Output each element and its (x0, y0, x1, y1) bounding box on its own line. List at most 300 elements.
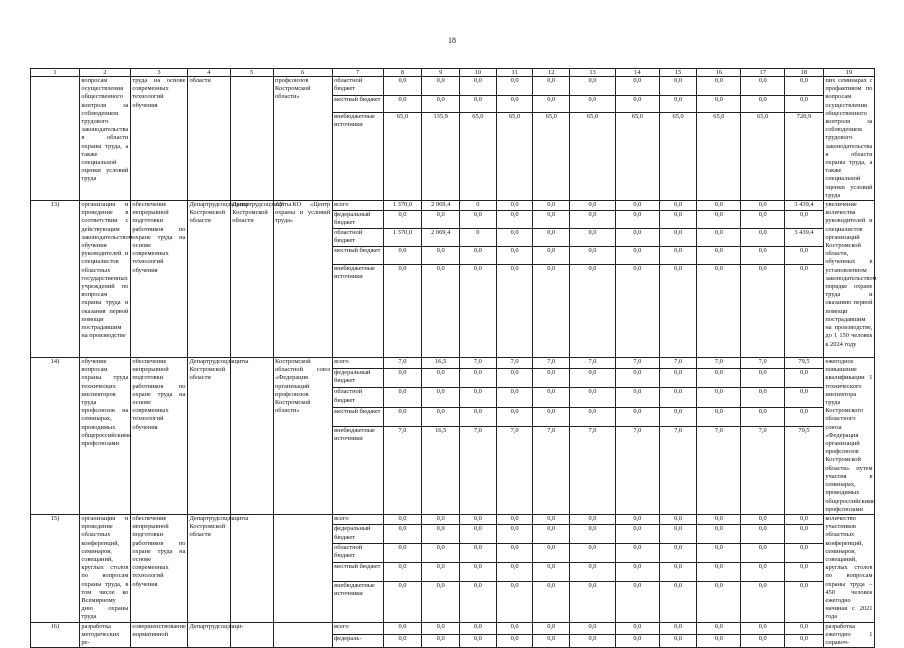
funding-value: 0,0 (697, 229, 741, 247)
funding-value: 0,0 (533, 388, 570, 407)
cell-participants (273, 514, 332, 622)
funding-source: областной бюджет (332, 77, 383, 96)
funding-value: 0,0 (785, 525, 824, 544)
funding-value: 0,0 (785, 635, 824, 648)
cell-basis: обеспечение непрерывной подготовки работников по охране труда на основе современных технологий обучения (130, 201, 187, 358)
funding-value: 0,0 (496, 95, 533, 112)
funding-value: 0,0 (422, 407, 460, 426)
header-cell: 11 (496, 69, 533, 77)
cell-result: разработка ежегодно 1 справоч- (825, 622, 873, 646)
funding-value: 0,0 (570, 247, 616, 265)
cell-participants: профсоюзов Костромской области» (273, 77, 332, 201)
cell-participants: Костромской областной союз «Федерация организаций профсоюзов Костромской области» (273, 358, 332, 515)
funding-value: 0,0 (659, 562, 697, 581)
cell-basis: обеспечение непрерывной подготовки работников по охране труда на основе современных технологий обучения (130, 514, 187, 622)
funding-value: 0,0 (570, 635, 616, 648)
funding-value: 0,0 (460, 407, 497, 426)
funding-value: 0,0 (741, 581, 785, 622)
funding-value: 0,0 (741, 201, 785, 211)
cell-no (31, 77, 80, 201)
funding-value: 0,0 (383, 247, 422, 265)
cell-result: ежегодное повышение квалификации 1 технического инспектора труда Костромского областного союза «Федерация организаций профсоюзов Костромской области» путем участия в семинарах, проводимых общероссийскими профсоюзами (825, 358, 876, 513)
cell-result: пих семинарах с профактивом по вопросам осуществления общественного контроля за соблюдением трудового законодательства в области охраны труда, а также специальной оценки условий труда (825, 77, 873, 199)
funding-value: 65,0 (570, 113, 616, 201)
funding-value: 7,0 (570, 358, 616, 369)
cell-col5 (230, 77, 273, 201)
funding-source: местный бюджет (332, 407, 383, 426)
funding-value: 0,0 (615, 265, 659, 358)
funding-value: 1 370,0 (383, 201, 422, 211)
cell-no: 16) (31, 622, 80, 648)
funding-value: 0,0 (615, 229, 659, 247)
funding-value: 16,5 (422, 358, 460, 369)
funding-value: 0,0 (460, 635, 497, 648)
funding-value: 0,0 (533, 265, 570, 358)
funding-value: 0,0 (383, 388, 422, 407)
funding-value: 0,0 (383, 265, 422, 358)
funding-value: 0,0 (659, 265, 697, 358)
funding-value: 0,0 (615, 514, 659, 524)
funding-value: 0,0 (615, 368, 659, 387)
funding-value: 0,0 (615, 77, 659, 96)
funding-value: 0,0 (785, 247, 824, 265)
funding-value: 16,5 (422, 427, 460, 515)
funding-value: 0,0 (741, 95, 785, 112)
cell-basis: труда на основе современных технологий обучения (130, 77, 187, 201)
funding-value: 0,0 (741, 407, 785, 426)
funding-value: 0,0 (460, 247, 497, 265)
funding-value: 0,0 (615, 95, 659, 112)
funding-value: 0,0 (460, 77, 497, 96)
funding-value: 0,0 (533, 201, 570, 211)
funding-value: 0,0 (383, 407, 422, 426)
funding-value: 0,0 (659, 388, 697, 407)
table-row (31, 514, 875, 524)
funding-value: 0,0 (615, 201, 659, 211)
funding-value: 65,0 (460, 113, 497, 201)
funding-value: 720,9 (785, 113, 824, 201)
funding-source: областной бюджет (332, 388, 383, 407)
header-cell: 2 (79, 69, 130, 77)
funding-value: 0,0 (383, 622, 422, 635)
funding-value: 0,0 (785, 265, 824, 358)
funding-source: всего (332, 201, 383, 211)
cell-coexec: Департрудсоцзащиты Костромской области (187, 358, 230, 515)
funding-value: 0,0 (697, 544, 741, 563)
funding-value: 0,0 (383, 635, 422, 648)
cell-no: 15) (31, 514, 80, 622)
funding-value: 0,0 (570, 407, 616, 426)
funding-value: 79,5 (785, 358, 824, 369)
funding-value: 0,0 (496, 544, 533, 563)
funding-value: 65,0 (741, 113, 785, 201)
funding-value: 0,0 (570, 229, 616, 247)
funding-value: 0,0 (659, 581, 697, 622)
funding-value: 0,0 (659, 525, 697, 544)
funding-value: 0,0 (533, 247, 570, 265)
funding-value: 0,0 (460, 581, 497, 622)
funding-value: 0,0 (460, 211, 497, 229)
funding-value: 0,0 (570, 514, 616, 524)
cell-col5: Департрудсоцзащиты Костромской области (230, 201, 273, 358)
funding-value: 0,0 (659, 77, 697, 96)
funding-value: 0,0 (570, 201, 616, 211)
funding-value: 0,0 (422, 247, 460, 265)
funding-value: 0,0 (741, 368, 785, 387)
funding-source: внебюджетные источники (332, 113, 383, 201)
header-cell: 16 (697, 69, 741, 77)
funding-value: 0,0 (383, 95, 422, 112)
funding-value: 65,0 (496, 113, 533, 201)
funding-value: 0,0 (697, 562, 741, 581)
funding-value: 0,0 (570, 622, 616, 635)
funding-value: 0,0 (533, 95, 570, 112)
funding-value: 0,0 (422, 77, 460, 96)
header-cell: 6 (273, 69, 332, 77)
funding-value: 0,0 (741, 211, 785, 229)
funding-value: 7,0 (383, 358, 422, 369)
funding-value: 0,0 (615, 211, 659, 229)
funding-value: 0,0 (460, 514, 497, 524)
funding-value: 7,0 (659, 427, 697, 515)
cell-no: 14) (31, 358, 80, 515)
funding-value: 7,0 (741, 358, 785, 369)
funding-value: 0,0 (533, 544, 570, 563)
funding-value: 0,0 (785, 407, 824, 426)
funding-value: 7,0 (460, 427, 497, 515)
funding-value: 7,0 (615, 358, 659, 369)
header-cell: 8 (383, 69, 422, 77)
funding-value: 0,0 (741, 544, 785, 563)
funding-value: 0,0 (570, 77, 616, 96)
funding-value: 0,0 (383, 211, 422, 229)
program-table (30, 68, 875, 648)
funding-value: 0,0 (615, 525, 659, 544)
funding-value: 0,0 (570, 265, 616, 358)
funding-value: 0,0 (570, 388, 616, 407)
funding-value: 7,0 (533, 358, 570, 369)
funding-value: 0,0 (659, 247, 697, 265)
cell-basis: обеспечение непрерывной подготовки работников по охране труда на основе современных технологий обучения (130, 358, 187, 515)
funding-value: 0,0 (697, 265, 741, 358)
funding-source: федеральный бюджет (332, 368, 383, 387)
funding-value: 0,0 (570, 562, 616, 581)
funding-source: федеральный бюджет (332, 525, 383, 544)
cell-col5 (230, 358, 273, 515)
funding-value: 0,0 (496, 622, 533, 635)
funding-value: 0,0 (533, 77, 570, 96)
funding-value: 2 069,4 (422, 229, 460, 247)
funding-source: областной бюджет (332, 544, 383, 563)
funding-source: внебюджетные источники (332, 265, 383, 358)
funding-value: 0,0 (570, 581, 616, 622)
header-cell: 19 (823, 69, 874, 77)
funding-value: 7,0 (697, 427, 741, 515)
cell-basis: совершенствование нормативной (130, 622, 187, 648)
funding-value: 0,0 (422, 635, 460, 648)
table-row (31, 622, 875, 635)
funding-value: 0,0 (383, 368, 422, 387)
funding-value: 65,0 (615, 113, 659, 201)
funding-value: 0,0 (422, 622, 460, 635)
funding-value: 0,0 (533, 407, 570, 426)
funding-value: 0,0 (697, 247, 741, 265)
cell-col5 (230, 514, 273, 622)
funding-value: 0,0 (422, 544, 460, 563)
funding-value: 0,0 (697, 514, 741, 524)
header-cell: 1 (31, 69, 80, 77)
funding-value: 3 439,4 (785, 201, 824, 211)
funding-value: 7,0 (741, 427, 785, 515)
funding-value: 0,0 (533, 622, 570, 635)
funding-source: местный бюджет (332, 562, 383, 581)
funding-value: 0,0 (383, 562, 422, 581)
funding-value: 3 439,4 (785, 229, 824, 247)
funding-value: 7,0 (570, 427, 616, 515)
header-cell: 9 (422, 69, 460, 77)
funding-value: 0,0 (422, 265, 460, 358)
funding-source: федеральный бюджет (332, 211, 383, 229)
funding-value: 0,0 (741, 525, 785, 544)
funding-value: 0,0 (785, 544, 824, 563)
funding-value: 0,0 (533, 229, 570, 247)
funding-value: 0,0 (496, 368, 533, 387)
cell-coexec: Департрудсоцзащиты Костромской области (187, 514, 230, 622)
funding-value: 1 370,0 (383, 229, 422, 247)
cell-result: увеличение количества руководителей и специалистов организаций Костромской области, обученных в установленном законодательством порядке охране труда и оказанию первой помощи пострадавшим на производстве, до 1 150 человек к 2024 году (823, 201, 874, 358)
funding-value: 0,0 (422, 368, 460, 387)
funding-value: 0,0 (659, 407, 697, 426)
funding-source: внебюджетные источники (332, 581, 383, 622)
funding-value: 0,0 (615, 247, 659, 265)
funding-value: 0,0 (785, 77, 824, 96)
funding-value: 79,5 (785, 427, 824, 515)
funding-value: 0,0 (533, 581, 570, 622)
table-row (31, 201, 875, 211)
funding-value: 0 (460, 201, 497, 211)
funding-value: 0,0 (741, 514, 785, 524)
funding-value: 0,0 (785, 562, 824, 581)
funding-value: 0,0 (422, 388, 460, 407)
funding-value: 0,0 (697, 407, 741, 426)
header-cell: 12 (533, 69, 570, 77)
funding-value: 0,0 (615, 388, 659, 407)
funding-value: 0,0 (697, 201, 741, 211)
funding-value: 0,0 (460, 368, 497, 387)
funding-value: 0,0 (659, 229, 697, 247)
funding-source: федераль- (332, 635, 383, 648)
header-cell: 5 (230, 69, 273, 77)
funding-value: 0,0 (533, 525, 570, 544)
funding-value: 0,0 (785, 514, 824, 524)
funding-value: 7,0 (533, 427, 570, 515)
header-row (31, 69, 875, 77)
funding-value: 0,0 (615, 562, 659, 581)
header-cell: 18 (785, 69, 824, 77)
funding-value: 0,0 (496, 635, 533, 648)
cell-measure: разработка методических ре- (79, 622, 130, 648)
cell-participants: АУ КО «Центр охраны и условий труда» (273, 201, 332, 358)
funding-value: 65,0 (697, 113, 741, 201)
funding-value: 0,0 (741, 635, 785, 648)
funding-value: 7,0 (615, 427, 659, 515)
header-cell: 15 (659, 69, 697, 77)
funding-value: 0,0 (785, 368, 824, 387)
funding-value: 0,0 (383, 514, 422, 524)
funding-value: 0,0 (659, 514, 697, 524)
funding-value: 0,0 (496, 229, 533, 247)
funding-value: 0,0 (533, 368, 570, 387)
funding-value: 0,0 (785, 581, 824, 622)
funding-value: 0,0 (422, 514, 460, 524)
cell-measure: обучение вопросам охраны труда технических инспекторов труда профсоюзов на семинарах, проводимых общероссийскими профсоюзами (79, 358, 130, 515)
funding-value: 0,0 (785, 622, 824, 635)
cell-measure: вопросам осуществления общественного контроля за соблюдением трудового законодательства в области охраны труда, а также специальной оценки условий труда (79, 77, 130, 201)
header-cell: 13 (570, 69, 616, 77)
funding-value: 0,0 (422, 95, 460, 112)
header-cell: 10 (460, 69, 497, 77)
funding-value: 65,0 (533, 113, 570, 201)
funding-value: 0,0 (460, 95, 497, 112)
funding-value: 0,0 (741, 388, 785, 407)
funding-value: 65,0 (383, 113, 422, 201)
table-row (31, 77, 875, 96)
funding-value: 7,0 (697, 358, 741, 369)
funding-value: 0,0 (615, 544, 659, 563)
funding-value: 0,0 (383, 544, 422, 563)
funding-value: 0,0 (496, 514, 533, 524)
funding-value: 0,0 (697, 388, 741, 407)
funding-value: 0,0 (659, 544, 697, 563)
funding-value: 0,0 (533, 211, 570, 229)
funding-value: 7,0 (460, 358, 497, 369)
funding-value: 0,0 (697, 622, 741, 635)
funding-value: 0,0 (570, 368, 616, 387)
funding-value: 0,0 (496, 247, 533, 265)
funding-source: всего (332, 514, 383, 524)
funding-value: 0,0 (785, 95, 824, 112)
funding-value: 0,0 (533, 514, 570, 524)
cell-measure: организация и проведение в соответствии с действующим законодательством обучения руководителей и специалистов областных государственных учреждений по вопросам охраны труда и оказания первой помощи пострадавшим на производстве (79, 201, 130, 358)
funding-value: 0,0 (533, 635, 570, 648)
funding-value: 0,0 (496, 388, 533, 407)
funding-value: 7,0 (496, 427, 533, 515)
funding-value: 0,0 (741, 622, 785, 635)
cell-no: 13) (31, 201, 80, 358)
cell-coexec: Департрудсоцзащиты Костромской области (187, 201, 230, 358)
table-row (31, 358, 875, 369)
funding-source: внебюджетные источники (332, 427, 383, 515)
funding-value: 0,0 (533, 562, 570, 581)
header-cell: 4 (187, 69, 230, 77)
funding-value: 0,0 (697, 368, 741, 387)
funding-value: 0,0 (659, 201, 697, 211)
funding-value: 0,0 (460, 544, 497, 563)
funding-source: областной бюджет (332, 229, 383, 247)
funding-value: 7,0 (496, 358, 533, 369)
funding-value: 0,0 (659, 368, 697, 387)
page-number: 18 (448, 36, 456, 45)
funding-value: 0,0 (785, 211, 824, 229)
funding-value: 0,0 (659, 622, 697, 635)
funding-value: 7,0 (659, 358, 697, 369)
funding-value: 135,9 (422, 113, 460, 201)
funding-source: всего (332, 622, 383, 635)
funding-value: 0,0 (741, 77, 785, 96)
funding-source: всего (332, 358, 383, 369)
funding-value: 0,0 (570, 525, 616, 544)
funding-value: 0,0 (496, 265, 533, 358)
cell-coexec: области (187, 77, 230, 201)
funding-value: 0,0 (496, 407, 533, 426)
funding-value: 0,0 (615, 622, 659, 635)
funding-value: 0,0 (570, 544, 616, 563)
funding-value: 0,0 (496, 562, 533, 581)
funding-value: 0,0 (741, 265, 785, 358)
funding-value: 0,0 (659, 635, 697, 648)
funding-value: 0,0 (460, 265, 497, 358)
funding-value: 0,0 (697, 581, 741, 622)
funding-value: 0,0 (496, 77, 533, 96)
funding-value: 0,0 (697, 77, 741, 96)
funding-value: 0,0 (741, 229, 785, 247)
funding-value: 0,0 (422, 211, 460, 229)
funding-value: 0,0 (615, 407, 659, 426)
funding-value: 0 (460, 229, 497, 247)
funding-value: 0,0 (741, 562, 785, 581)
header-cell: 3 (130, 69, 187, 77)
funding-value: 0,0 (741, 247, 785, 265)
header-cell: 17 (741, 69, 785, 77)
funding-value: 0,0 (570, 211, 616, 229)
funding-value: 2 069,4 (422, 201, 460, 211)
funding-source: местный бюджет (332, 247, 383, 265)
funding-value: 0,0 (496, 525, 533, 544)
funding-value: 0,0 (496, 581, 533, 622)
funding-value: 0,0 (570, 95, 616, 112)
cell-measure: организация и проведение областных конференций, семинаров, совещаний, круглых столов по вопросам охраны труда, в том числе ко Всемирному дню охраны труда (81, 514, 129, 621)
funding-value: 0,0 (422, 581, 460, 622)
funding-value: 0,0 (659, 211, 697, 229)
funding-value: 0,0 (383, 77, 422, 96)
cell-participants (273, 622, 332, 648)
funding-value: 0,0 (460, 388, 497, 407)
funding-value: 0,0 (697, 211, 741, 229)
funding-value: 0,0 (460, 562, 497, 581)
header-cell: 14 (615, 69, 659, 77)
funding-value: 0,0 (697, 525, 741, 544)
funding-value: 0,0 (615, 581, 659, 622)
funding-value: 0,0 (383, 581, 422, 622)
funding-value: 0,0 (615, 635, 659, 648)
funding-value: 0,0 (496, 211, 533, 229)
funding-value: 0,0 (697, 95, 741, 112)
header-cell: 7 (332, 69, 383, 77)
funding-value: 0,0 (659, 95, 697, 112)
funding-value: 0,0 (785, 388, 824, 407)
funding-value: 65,0 (659, 113, 697, 201)
funding-value: 7,0 (383, 427, 422, 515)
funding-source: местный бюджет (332, 95, 383, 112)
funding-value: 0,0 (460, 622, 497, 635)
funding-value: 0,0 (460, 525, 497, 544)
funding-value: 0,0 (422, 562, 460, 581)
funding-value: 0,0 (383, 525, 422, 544)
cell-result: количество участников областных конференций, семинаров, совещаний, круглых столов по вопросам охраны труда – 450 человек ежегодно начиная с 2021 года (825, 514, 873, 621)
cell-coexec: Департрудсоцзащи- (187, 622, 230, 648)
funding-value: 0,0 (422, 525, 460, 544)
funding-value: 0,0 (697, 635, 741, 648)
